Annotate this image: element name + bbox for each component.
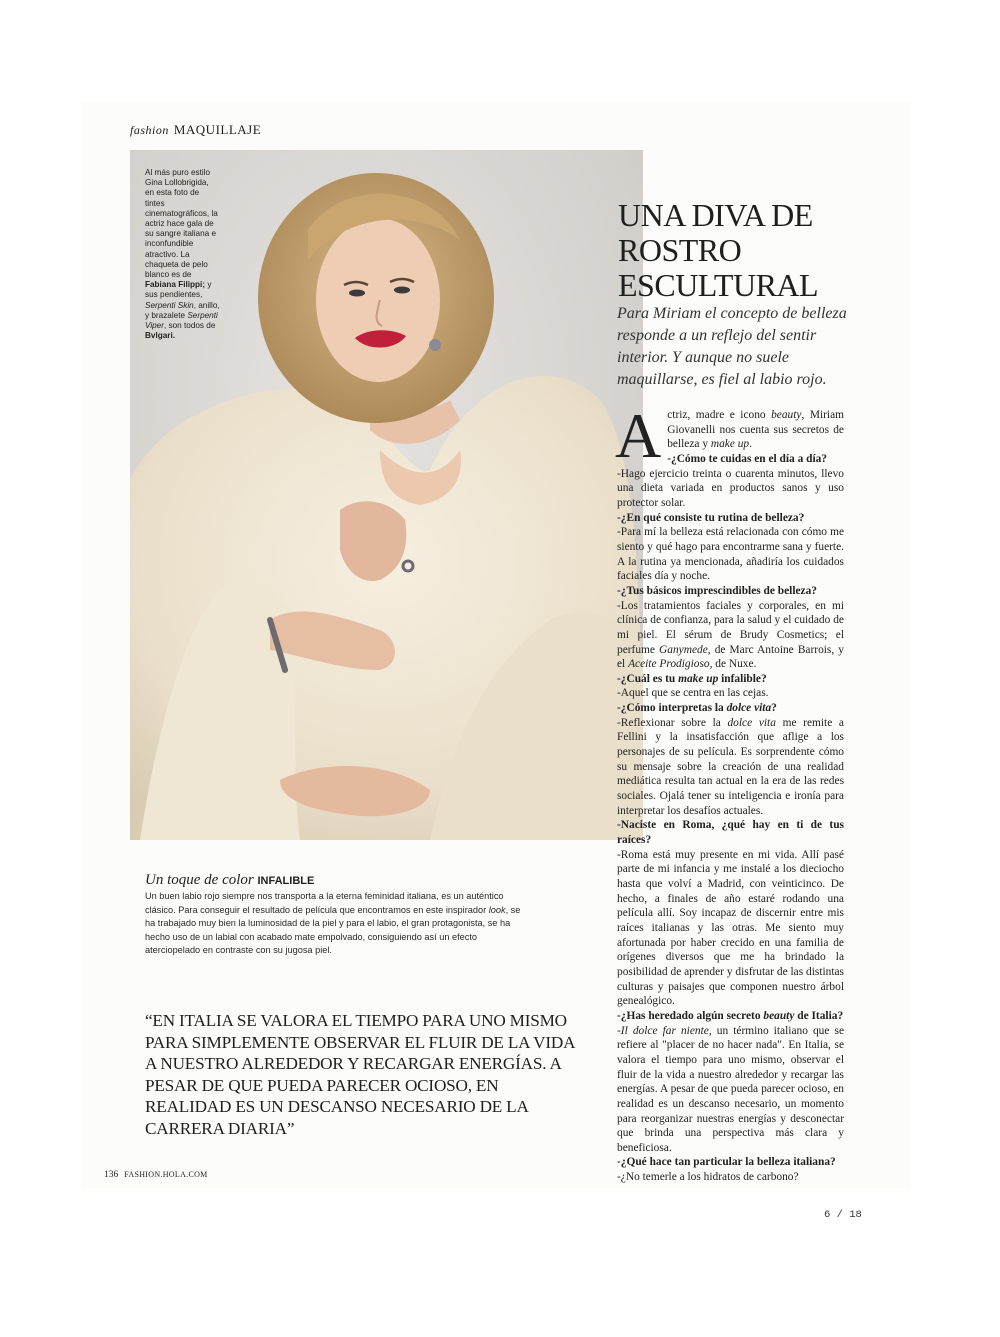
text-run: -Aquel que se centra en las cejas. — [617, 687, 769, 700]
text-run: -¿En qué consiste tu rutina de belleza? — [617, 511, 805, 524]
text-run: Serpenti Viper — [145, 310, 218, 331]
article-dek: Para Miriam el concepto de belleza responde a un reflejo del sentir interior. Y aunque no suele maquillarse, es fiel al labio rojo. — [617, 305, 847, 388]
section-name: MAQUILLAJE — [173, 122, 262, 137]
text-run: look — [488, 904, 506, 915]
interview-question — [617, 1009, 844, 1024]
interview-question — [617, 584, 844, 599]
interview-question — [617, 701, 844, 716]
text-run: -Para mí la belleza está relacionada con cómo me siento y qué hago para encontrarme sana y fuerte. A la rutina ya mencionada, añadiría los cuidados faciales día y noche. — [617, 526, 844, 583]
article-paragraph — [617, 1170, 844, 1185]
page-footer — [104, 1170, 208, 1180]
text-run: - — [617, 1024, 621, 1037]
text-run: -¿Cuál es tu — [617, 672, 679, 685]
text-run: -Reflexionar sobre la — [617, 716, 728, 729]
article-paragraph — [617, 1024, 844, 1156]
text-run: Serpenti Skin — [145, 300, 194, 310]
text-run: -¿Has heredado algún secreto — [617, 1009, 764, 1022]
interview-question — [617, 511, 844, 526]
article-body — [615, 400, 845, 1185]
article-paragraph — [617, 599, 844, 672]
text-run: Al más puro estilo Gina Lollobrigida, en esta foto de tintes cinematográficos, la actriz hace gala de su sangre italiana e inconfundible atractivo. La chaqueta de pelo blanco es de — [145, 168, 218, 280]
text-run: make up — [678, 672, 719, 685]
article-title: UNA DIVA DE ROSTRO ESCULTURAL — [618, 197, 819, 303]
text-run: -¿Cómo interpretas la — [617, 702, 727, 715]
sidebar-box-title — [145, 872, 530, 889]
text-run: -Hago ejercicio treinta o cuarenta minutos, llevo una dieta variada en productos sanos y uso protector solar. — [617, 467, 844, 509]
text-run: y sus pendientes, — [145, 280, 212, 300]
interview-question — [617, 818, 844, 847]
text-run: infalible? — [718, 672, 767, 685]
text-run: -¿Cómo te cuidas en el día a día? — [667, 452, 828, 465]
text-run: , anillo, y brazalete — [145, 300, 220, 320]
text-run: -Naciste en Roma, ¿qué hay en ti de tus raíces? — [617, 819, 844, 847]
text-run: , de Nuxe. — [709, 658, 757, 671]
sidebar-box-title-italic: Un toque de color — [145, 872, 254, 888]
text-run: Bvlgari. — [145, 331, 176, 341]
article-paragraph — [617, 848, 844, 1009]
text-run: ? — [771, 702, 777, 715]
article-paragraph — [617, 686, 844, 701]
text-run: , un término italiano que se refiere al "placer de no hacer nada". En Italia, se valora el tiempo para uno mismo, observar el fluir de la vida a nuestro alrededor y recargar las energías. A pesar de que pueda parecer ocioso, en realidad es un descanso necesario, un momento para reorganizar nuestras energías y desconectar que brinda una perspectiva más clara y beneficiosa. — [617, 1024, 844, 1154]
article-paragraph — [617, 716, 844, 819]
sidebar-box-text — [145, 890, 530, 958]
text-run: -¿No temerle a los hidratos de carbono? — [617, 1171, 799, 1184]
text-run: beauty — [771, 409, 802, 421]
text-run: . — [749, 438, 752, 451]
running-header — [130, 122, 261, 138]
folio-page-number: 136 — [104, 1170, 119, 1180]
article-paragraph — [617, 467, 844, 511]
text-run: , se ha trabajado muy bien la luminosidad de la piel y para el labio, el gran protagonista, se ha hecho uso de un labial con acabado mate empolvado, consiguiendo así un efecto aterciopelado en contraste con su jugosa piel. — [145, 904, 521, 955]
article-paragraphs — [615, 400, 845, 1185]
text-run: , son todos de — [163, 321, 216, 331]
text-run: , Miriam Giovanelli nos cuenta sus secretos de belleza y — [667, 409, 844, 451]
drop-cap: A — [615, 400, 662, 471]
text-run: Ganymede — [659, 643, 708, 656]
text-run: make up — [710, 438, 750, 451]
magazine-brand: fashion — [130, 123, 169, 137]
text-run: dolce vita — [726, 702, 772, 715]
sidebar-box-title-keyword: INFALIBLE — [257, 875, 315, 887]
viewer-page-indicator: 6 / 18 — [824, 1209, 862, 1221]
text-run: Aceite Prodigioso — [628, 658, 710, 671]
interview-question — [617, 1155, 844, 1170]
article-paragraph — [617, 525, 844, 584]
sidebar-box — [145, 872, 530, 958]
text-run: dolce vita — [727, 716, 776, 729]
text-run: ctriz, madre e icono — [667, 409, 772, 421]
text-run: Fabiana Filippi; — [145, 280, 206, 290]
text-run: , de Marc Antoine Barrois, y el — [617, 643, 845, 671]
text-run: -¿Qué hace tan particular la belleza italiana? — [617, 1156, 836, 1169]
interview-question — [617, 672, 844, 687]
text-run: -¿Tus básicos imprescindibles de belleza? — [617, 584, 817, 597]
pull-quote: “EN ITALIA SE VALORA EL TIEMPO PARA UNO MISMO PARA SIMPLEMENTE OBSERVAR EL FLUIR DE LA VIDA A NUESTRO ALREDEDOR Y RECARGAR ENERGÍAS. A PESAR DE QUE PUEDA PARECER OCIOSO, EN REALIDAD ES UN DESCANSO NECESARIO DE LA CARRERA DIARIA” — [145, 1011, 575, 1138]
text-run: Il dolce far niente — [620, 1024, 709, 1037]
text-run: -Roma está muy presente en mi vida. Allí pasé parte de mi infancia y me instalé a los dieciocho hasta que volví a Madrid, con veinticinco. De hecho, a finales de año estaré rodando una película allí. Soy incapaz de discernir entre mis raíces italianas y las otras. Me siento muy afortunada por haber crecido en una familia de orígenes diversos que me ha brindado la posibilidad de aprender y disfrutar de las distintas culturas y paisajes que componen nuestro árbol genealógico. — [617, 848, 844, 1008]
text-run: me remite a Fellini y la insatisfacción que aflige a los personajes de su película. Es sorprendente cómo su mensaje sobre la creación de una realidad mediática resulta tan actual en la era de las redes sociales. Ojalá tener su inteligencia e ironía para interpretar los desafíos actuales. — [617, 716, 844, 817]
text-run: Un buen labio rojo siempre nos transporta a la eterna feminidad italiana, es un auténtico clásico. Para conseguir el resultado de película que encontramos en este inspirador — [145, 891, 504, 915]
folio-site: FASHION.HOLA.COM — [124, 1170, 208, 1179]
text-run: -Los tratamientos faciales y corporales, en mi clínica de confianza, para la salud y el cuidado de mi piel. El sérum de Brudy Cosmetics; el perfume — [617, 599, 844, 656]
text-run: beauty — [763, 1009, 795, 1022]
text-run: de Italia? — [794, 1009, 844, 1022]
photo-caption — [145, 168, 220, 341]
